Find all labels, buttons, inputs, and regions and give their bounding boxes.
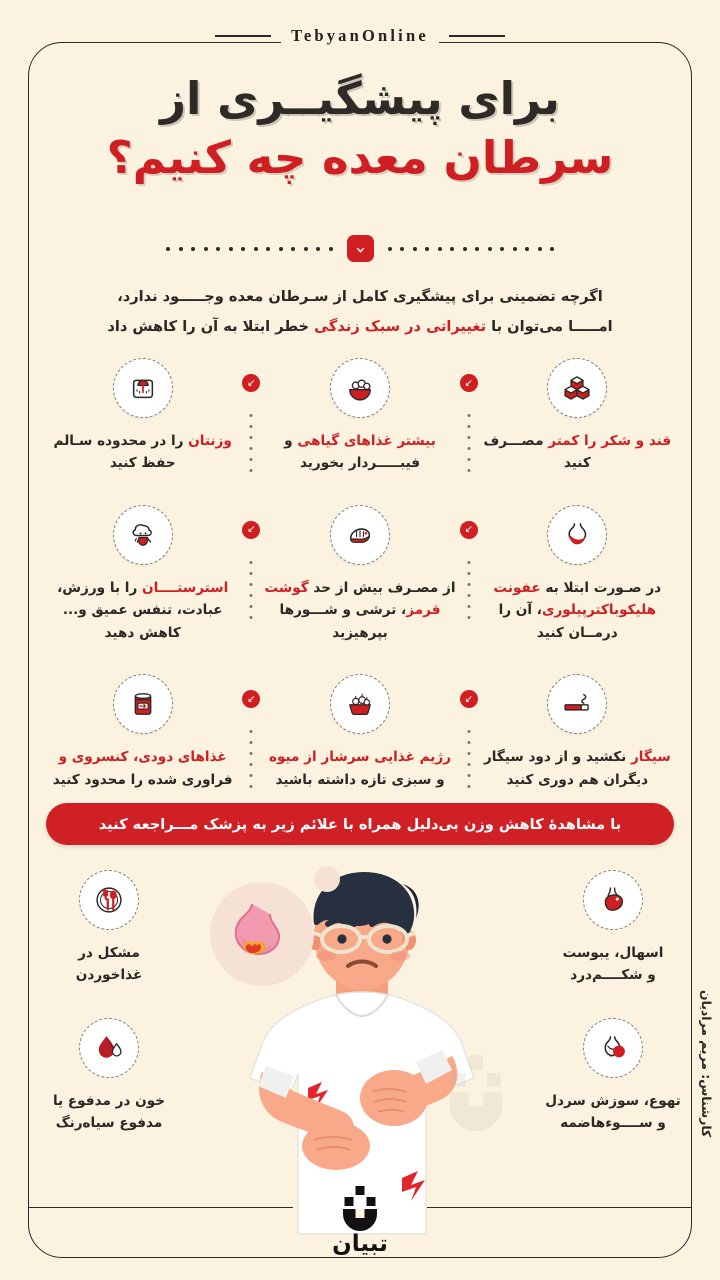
tip-rest: و فیبـــــردار بخورید	[284, 433, 421, 472]
symptom-line-1: خون در مدفوع یا	[52, 1093, 166, 1109]
burning-stomach-icon	[210, 882, 314, 986]
tip-card-sugar	[464, 358, 686, 475]
tip-rest: را با ورزش، عبادت، تنفس عمیق و... کاهش دهید	[57, 579, 223, 641]
intro-line-2-a: امـــــا می‌توان با	[486, 317, 613, 335]
arrow-divider	[0, 235, 720, 262]
symptom-text	[24, 1090, 194, 1135]
stomach-infection-icon	[547, 505, 607, 565]
tebyan-watermark-icon	[432, 1050, 520, 1138]
footer-logo-word: تبیان	[332, 1231, 388, 1257]
tip-highlight: عفونت هلیکوباکترپیلوری	[493, 579, 657, 619]
weight-scale-icon	[113, 358, 173, 418]
tip-card-plant-food	[247, 358, 468, 475]
title-line-1: برای پیشگیــری از	[160, 72, 560, 125]
tip-card-fruit-veg	[247, 674, 468, 791]
brand-header	[0, 26, 720, 46]
stomach-bubble	[210, 882, 314, 986]
arrow-left-down-icon: ↙	[460, 374, 478, 392]
warning-banner	[46, 803, 674, 845]
tip-text	[46, 746, 239, 791]
tip-highlight: گوشت قرمز	[264, 579, 441, 619]
brand-name: TebyanOnline	[281, 26, 439, 46]
salad-bowl-icon	[330, 358, 390, 418]
arrow-left-down-icon: ↙	[242, 521, 260, 539]
tip-card-red-meat	[247, 505, 468, 644]
intro-line-2-b: خطر ابتلا به آن را کاهش داد	[107, 317, 315, 335]
down-arrow-icon	[347, 235, 374, 262]
tip-rest: مصـــرف کنید	[483, 433, 591, 472]
tip-highlight: سیگار	[630, 749, 671, 766]
brand-rule-left	[215, 35, 271, 37]
symptom-line-1: تهوع، سوزش سردل	[545, 1093, 681, 1109]
arrow-left-down-icon: ↙	[242, 374, 260, 392]
tip-rest: فراوری شده را محدود کنید	[52, 771, 233, 788]
warning-banner-text: با مشاهدهٔ کاهش وزن بی‌دلیل همراه با علائم زیر به پزشک مـــراجعه کنید	[98, 815, 622, 833]
tip-card-smoking	[464, 674, 686, 791]
tip-highlight: وزنتان	[188, 433, 232, 449]
tip-card-h-pylori	[464, 505, 686, 644]
tip-rest: ، ترشی و شـــورها بپرهیزید	[279, 602, 407, 641]
tip-rest: و سبزی تازه داشته باشید	[275, 771, 445, 788]
divider-dots-right	[388, 247, 555, 251]
divider-dots-left	[166, 247, 333, 251]
tip-text	[46, 430, 239, 475]
intro-highlight: تغییراتی در سبک زندگی	[314, 317, 487, 335]
tip-rest: را در محدوده سـالم حفظ کنید	[53, 433, 189, 472]
symptom-line-1: مشکل در	[78, 945, 140, 961]
symptom-text	[528, 1090, 698, 1135]
heartburn-stomach-icon	[583, 1018, 643, 1078]
tip-card-processed-food	[34, 674, 251, 791]
tip-text	[263, 746, 456, 791]
symptom-text	[24, 942, 194, 987]
tip-card-stress	[34, 505, 251, 644]
symptom-line-2: و شکــــم‌درد	[570, 967, 656, 984]
tip-text	[263, 430, 456, 475]
tip-highlight: استرستــــان	[142, 579, 229, 596]
arrow-left-down-icon: ↙	[460, 690, 478, 708]
tip-text	[481, 746, 674, 791]
intro-line-2	[50, 312, 670, 342]
symptom-text	[528, 942, 698, 987]
canned-food-icon	[113, 674, 173, 734]
symptom-line-2: مدفوع سیاه‌رنگ	[55, 1115, 163, 1132]
symptom-diarrhea-constipation	[528, 870, 698, 987]
brand-rule-right	[449, 35, 505, 37]
tip-prefix: در صـورت ابتلا به	[540, 579, 662, 596]
tip-text	[481, 577, 674, 644]
tebyan-logo-icon	[334, 1185, 386, 1231]
prevention-tips-grid	[34, 358, 686, 791]
footer-logo	[0, 1185, 720, 1256]
tip-rest: نکشید و از دود سیگار دیگران هم دوری کنید	[483, 749, 649, 788]
arrow-left-down-icon: ↙	[460, 521, 478, 539]
stress-icon	[113, 505, 173, 565]
decorative-blob	[314, 866, 340, 892]
tip-highlight: بیشتر غذاهای گیاهی	[297, 433, 436, 449]
intro-line-1: اگرچه تضمینی برای پیشگیری کامل از سـرطان معده وجـــــود ندارد،	[117, 288, 603, 305]
arrow-left-down-icon: ↙	[242, 690, 260, 708]
tip-highlight: غذاهای دودی، کنسروی و	[58, 749, 227, 766]
tip-card-weight	[34, 358, 251, 475]
symptom-blood-in-stool	[24, 1018, 194, 1135]
stomach-intestine-icon	[583, 870, 643, 930]
tip-text	[46, 577, 239, 644]
fork-spoon-plate-icon	[79, 870, 139, 930]
tip-text	[263, 577, 456, 644]
title-line-2: سرطان معده چه کنیم؟	[106, 131, 614, 185]
fruit-basket-icon	[330, 674, 390, 734]
symptom-nausea-heartburn	[528, 1018, 698, 1135]
symptom-difficulty-eating	[24, 870, 194, 987]
symptom-line-1: اسهال، یبوست	[562, 945, 664, 961]
blood-drop-icon	[79, 1018, 139, 1078]
sugar-cubes-icon	[547, 358, 607, 418]
tip-prefix: از مصـرف بیش از حد	[308, 579, 456, 596]
tip-rest: ، آن را درمــان کنید	[498, 602, 618, 641]
tip-highlight: قند و شکر را کمتر	[548, 433, 672, 449]
red-meat-icon	[330, 505, 390, 565]
page-title	[0, 72, 720, 184]
intro-paragraph	[50, 282, 670, 342]
expert-credit: کارشناس: مریم مرادیان	[699, 990, 714, 1138]
tip-highlight: رژیم غذایی سرشار از میوه	[268, 749, 452, 766]
symptom-line-2: غذاخوردن	[75, 967, 143, 984]
symptom-line-2: و ســــوءهاضمه	[560, 1115, 666, 1132]
cigarette-icon	[547, 674, 607, 734]
tip-text	[481, 430, 674, 475]
